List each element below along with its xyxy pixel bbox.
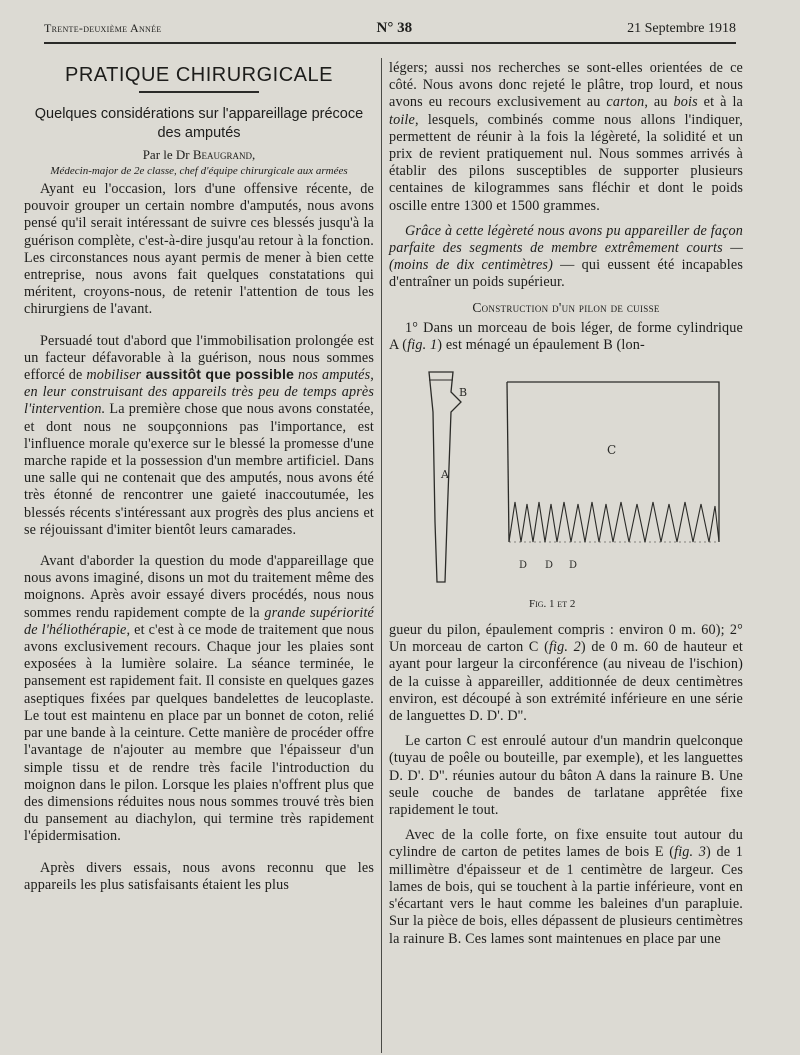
text-run: gueur du pilon, épaulement compris : environ 0 m. 60); 2° Un morceau de carton C ( <box>389 622 743 656</box>
text-run: Persuadé tout d'abord que l'immobilisation prolongée est un facteur défavorable à la guérison, nous nous sommes efforcé de <box>24 332 374 384</box>
text-run: — qui eussent été incapables d'entraîner un poids supérieur. <box>389 257 744 291</box>
header-volume: Trente-deuxième Année <box>44 21 162 35</box>
paragraph: Le carton C est enroulé autour d'un mandrin quelconque (tuyau de poêle ou bouteille, par exemple), et les languettes D. D'. D''. réunies autour du bâton A dans la rainure B. Une seule couche de bandes de tarlatane apprêtée fixe rapidement le tout. <box>389 733 743 819</box>
text-run: , lesquels, combinés comme nous allons l'indiquer, permettent de réunir à la fois la légèreté, la solidité et un prix de revient pratiquement nul. Nous sommes arrivés à établir des pilons susceptibles de supporter plusieurs centaines de kilogrammes sans fléchir et dont le poids oscille entre 1300 et 1500 grammes. <box>389 111 743 214</box>
label-a: A <box>441 468 449 482</box>
paragraph <box>24 553 374 845</box>
left-column <box>24 60 374 902</box>
bold-text: aussitôt que possible <box>141 367 295 384</box>
page-header <box>44 20 736 44</box>
author-name: Beaugrand, <box>192 147 256 162</box>
byline <box>24 147 374 163</box>
paragraph: Ayant eu l'occasion, lors d'une offensive récente, de pouvoir grouper un certain nombre d'amputés, nous avons pensé qu'il serait intéressant de suivre ces blessés jusqu'à la guérison complète, c'est-à-dire jusqu'au retour à la fonction. Les circonstances nous ayant permis de mener à bien cette entreprise, nous avons fait quelques constatations qui méritent, croyons-nous, de retenir l'attention de tous les chirurgiens de l'avant. <box>24 181 374 318</box>
text-run: 1° Dans un morceau de bois léger, de forme cylindrique A ( <box>389 319 743 353</box>
label-d2: D <box>545 560 554 572</box>
text-run: légers; aussi nos recherches se sont-elles orientées de ce côté. Nous avons donc rejeté le plâtre, trop lourd, et nous avons eu recours exclusivement au <box>389 60 743 111</box>
paragraph <box>389 223 743 292</box>
label-d3: D <box>569 560 578 572</box>
paragraph <box>389 622 743 725</box>
cardboard-tongues <box>509 502 719 542</box>
text-run: ) de 0 m. 60 de hauteur et ayant pour largeur la circonférence (au niveau de l'ischion) de la cuisse à appareiller, additionnée de deux centimètres environ, est découpé à son extrémité inférieure en une série de languettes D. D'. D''. <box>389 639 743 725</box>
right-column <box>389 60 743 956</box>
text-run: ) est ménagé un épaulement B (lon- <box>437 336 645 353</box>
figure-reference: fig. 2 <box>548 639 581 656</box>
figure-caption: Fig. 1 et 2 <box>529 598 576 611</box>
byline-prefix: Par le Dr <box>142 147 193 162</box>
header-issue-number: N° 38 <box>376 20 413 36</box>
section-title: PRATIQUE CHIRURGICALE <box>65 64 333 86</box>
paragraph <box>24 333 374 539</box>
emphasis: bois <box>673 94 698 111</box>
emphasis: mobiliser <box>86 367 142 384</box>
figure-1-2 <box>389 362 743 622</box>
text-run: ) de 1 millimètre d'épaisseur et de 1 centimètre de largeur. Ces lames de bois, qui se touchent à la partie inférieure, vont en s'écartant vers le haut comme les baleines d'un parapluie. Sur la pièce de bois, elles dépassent de plusieurs centimètres la rainure B. Ces lames sont maintenues en place par une <box>389 844 743 947</box>
emphasis: carton <box>606 94 645 111</box>
label-b: B <box>459 386 468 400</box>
figure-illustration <box>389 362 743 596</box>
figure-reference: fig. 3 <box>674 844 707 861</box>
emphasis: grande supériorité de l'héliothérapie <box>24 604 374 638</box>
paragraph <box>389 320 743 354</box>
article-title: Quelques considérations sur l'appareillage précoce des amputés <box>34 106 364 141</box>
text-run: La première chose que nous avons constatée, et dont nous ne soupçonnions pas l'importance, est l'influence morale qu'exerce sur le blessé la promesse d'une marche rapide et la possession d'un membre artificiel. Dans une salle qui ne contenait que des amputés, nous avons été très étonné de rencontrer une gaieté inaccoutumée, les blessés récents s'intéressant aux progrès des plus anciens et se réjouissant d'imiter bientôt leurs camarades. <box>24 401 374 538</box>
text-run: Avant d'aborder la question du mode d'appareillage que nous avons imaginé, disons un mot du traitement même des moignons. Après avoir essayé divers procédés, nous nous sommes rendu rapidement compte de la <box>24 553 374 621</box>
emphasis: Grâce à cette légèreté nous avons pu appareiller de façon parfaite des segments de membre extrêmement courts — (moins de dix centimètres) <box>389 222 743 274</box>
emphasis: nos amputés, en leur construisant des appareils très peu de temps après l'intervention. <box>24 367 374 418</box>
text-run: , et c'est à ce mode de traitement que nous avons exclusivement recours. Chaque jour les plaies sont exposées à la lumière solaire. La séance terminée, le pansement est rapidement fait. Il consiste en quelques gazes aseptiques fixées par quelques bandelettes de leucoplaste. Le tout est maintenu en place par un bonnet de coton, relié par une bande à la ceinture. Cette manière de procéder offre l'avantage de n'ajouter au membre que l'épaisseur d'un simple tissu et de rendre très facile l'introduction du moignon dans le pilon. Lorsque les plaies n'offrent plus que des dimensions réduites nous nous sommes trouvé très bien du pansement au diachylon, qui termine très rapidement l'épidermisation. <box>24 621 374 845</box>
cardboard-c <box>507 382 719 542</box>
column-divider <box>381 58 382 1053</box>
cardboard-left-edge <box>507 382 509 542</box>
figure-reference: fig. 1 <box>407 336 438 353</box>
paragraph <box>389 60 743 215</box>
author-role: Médecin-major de 2e classe, chef d'équipe chirurgicale aux armées <box>50 165 348 177</box>
text-run: Avec de la colle forte, on fixe ensuite tout autour du cylindre de carton de petites lames de bois E ( <box>389 827 743 861</box>
paragraph <box>389 827 743 947</box>
emphasis: toile <box>389 111 415 128</box>
subheading: Construction d'un pilon de cuisse <box>472 299 660 315</box>
header-date: 21 Septembre 1918 <box>627 21 736 36</box>
paragraph: Après divers essais, nous avons reconnu que les appareils les plus satisfaisants étaient les plus <box>24 859 374 893</box>
label-d1: D <box>519 560 528 572</box>
label-c: C <box>607 443 617 458</box>
text-run: et à la <box>697 94 743 111</box>
title-rule <box>139 91 259 93</box>
text-run: , au <box>644 94 674 111</box>
